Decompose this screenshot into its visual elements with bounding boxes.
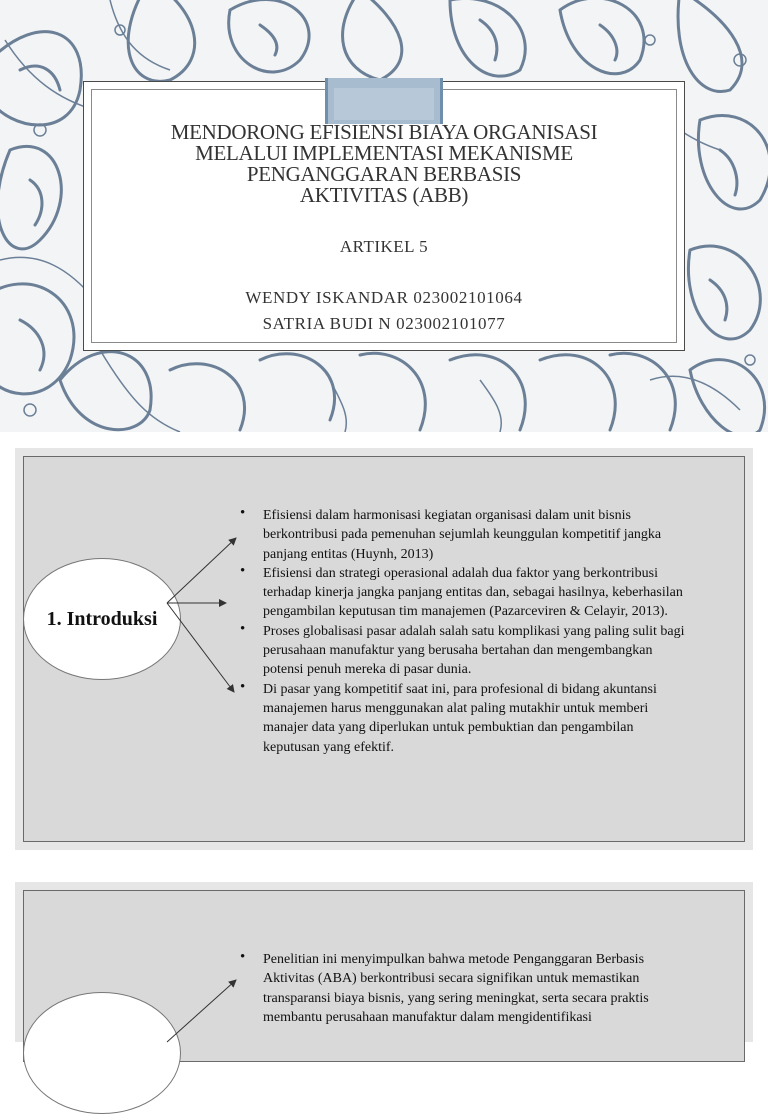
bullet-item: • Di pasar yang kompetitif saat ini, para profesional di bidang akuntansi manajemen harus menggunakan alat paling mutakhir untuk memberi manajer data yang diperlukan untuk pembuktian dan pengambilan keputusan yang efektif. [239,680,689,757]
accent-tab [325,78,443,124]
bullet-item: • Proses globalisasi pasar adalah salah satu komplikasi yang paling sulit bagi perusahaan manufaktur yang berusaha bertahan dan mengembangkan potensi penuh mereka di pasar dunia. [239,622,689,680]
arrow-up [167,980,236,1042]
bullet-item: • Penelitian ini menyimpulkan bahwa metode Penganggaran Berbasis Aktivitas (ABA) berkontribusi secara signifikan untuk memastikan transparansi biaya bisnis, yang sering meningkat, serta secara praktis membantu perusahaan manufaktur dalam mengidentifikasi [239,950,689,1027]
bullet-list [239,506,689,757]
slide-title: MENDORONG EFISIENSI BIAYA ORGANISASI MELALUI IMPLEMENTASI MEKANISME PENGANGGARAN BERBASIS AKTIVITAS (ABB) [170,120,598,207]
slide-conclusion [15,882,753,1042]
slide-subtitle: ARTIKEL 5 [339,237,429,256]
arrow-up [167,538,236,603]
bullet-list [239,950,689,1027]
author-2: SATRIA BUDI N 023002101077 [262,314,506,333]
bullet-item: • Efisiensi dan strategi operasional adalah dua faktor yang berkontribusi terhadap kinerja jangka panjang entitas dan, sebagai hasilnya, keberhasilan pengambilan keputusan tim manajemen (Pazarceviren & Celayir, 2013). [239,564,689,622]
author-1: WENDY ISKANDAR 023002101064 [245,288,523,307]
bullet-item: • Efisiensi dalam harmonisasi kegiatan organisasi dalam unit bisnis berkontribusi pada pemenuhan sejumlah keunggulan kompetitif jangka panjang entitas (Huynh, 2013) [239,506,689,564]
slide-introduction [15,448,753,850]
title-slide [0,0,768,432]
arrow-down [167,603,234,692]
section-label: 1. Introduksi [46,607,158,630]
